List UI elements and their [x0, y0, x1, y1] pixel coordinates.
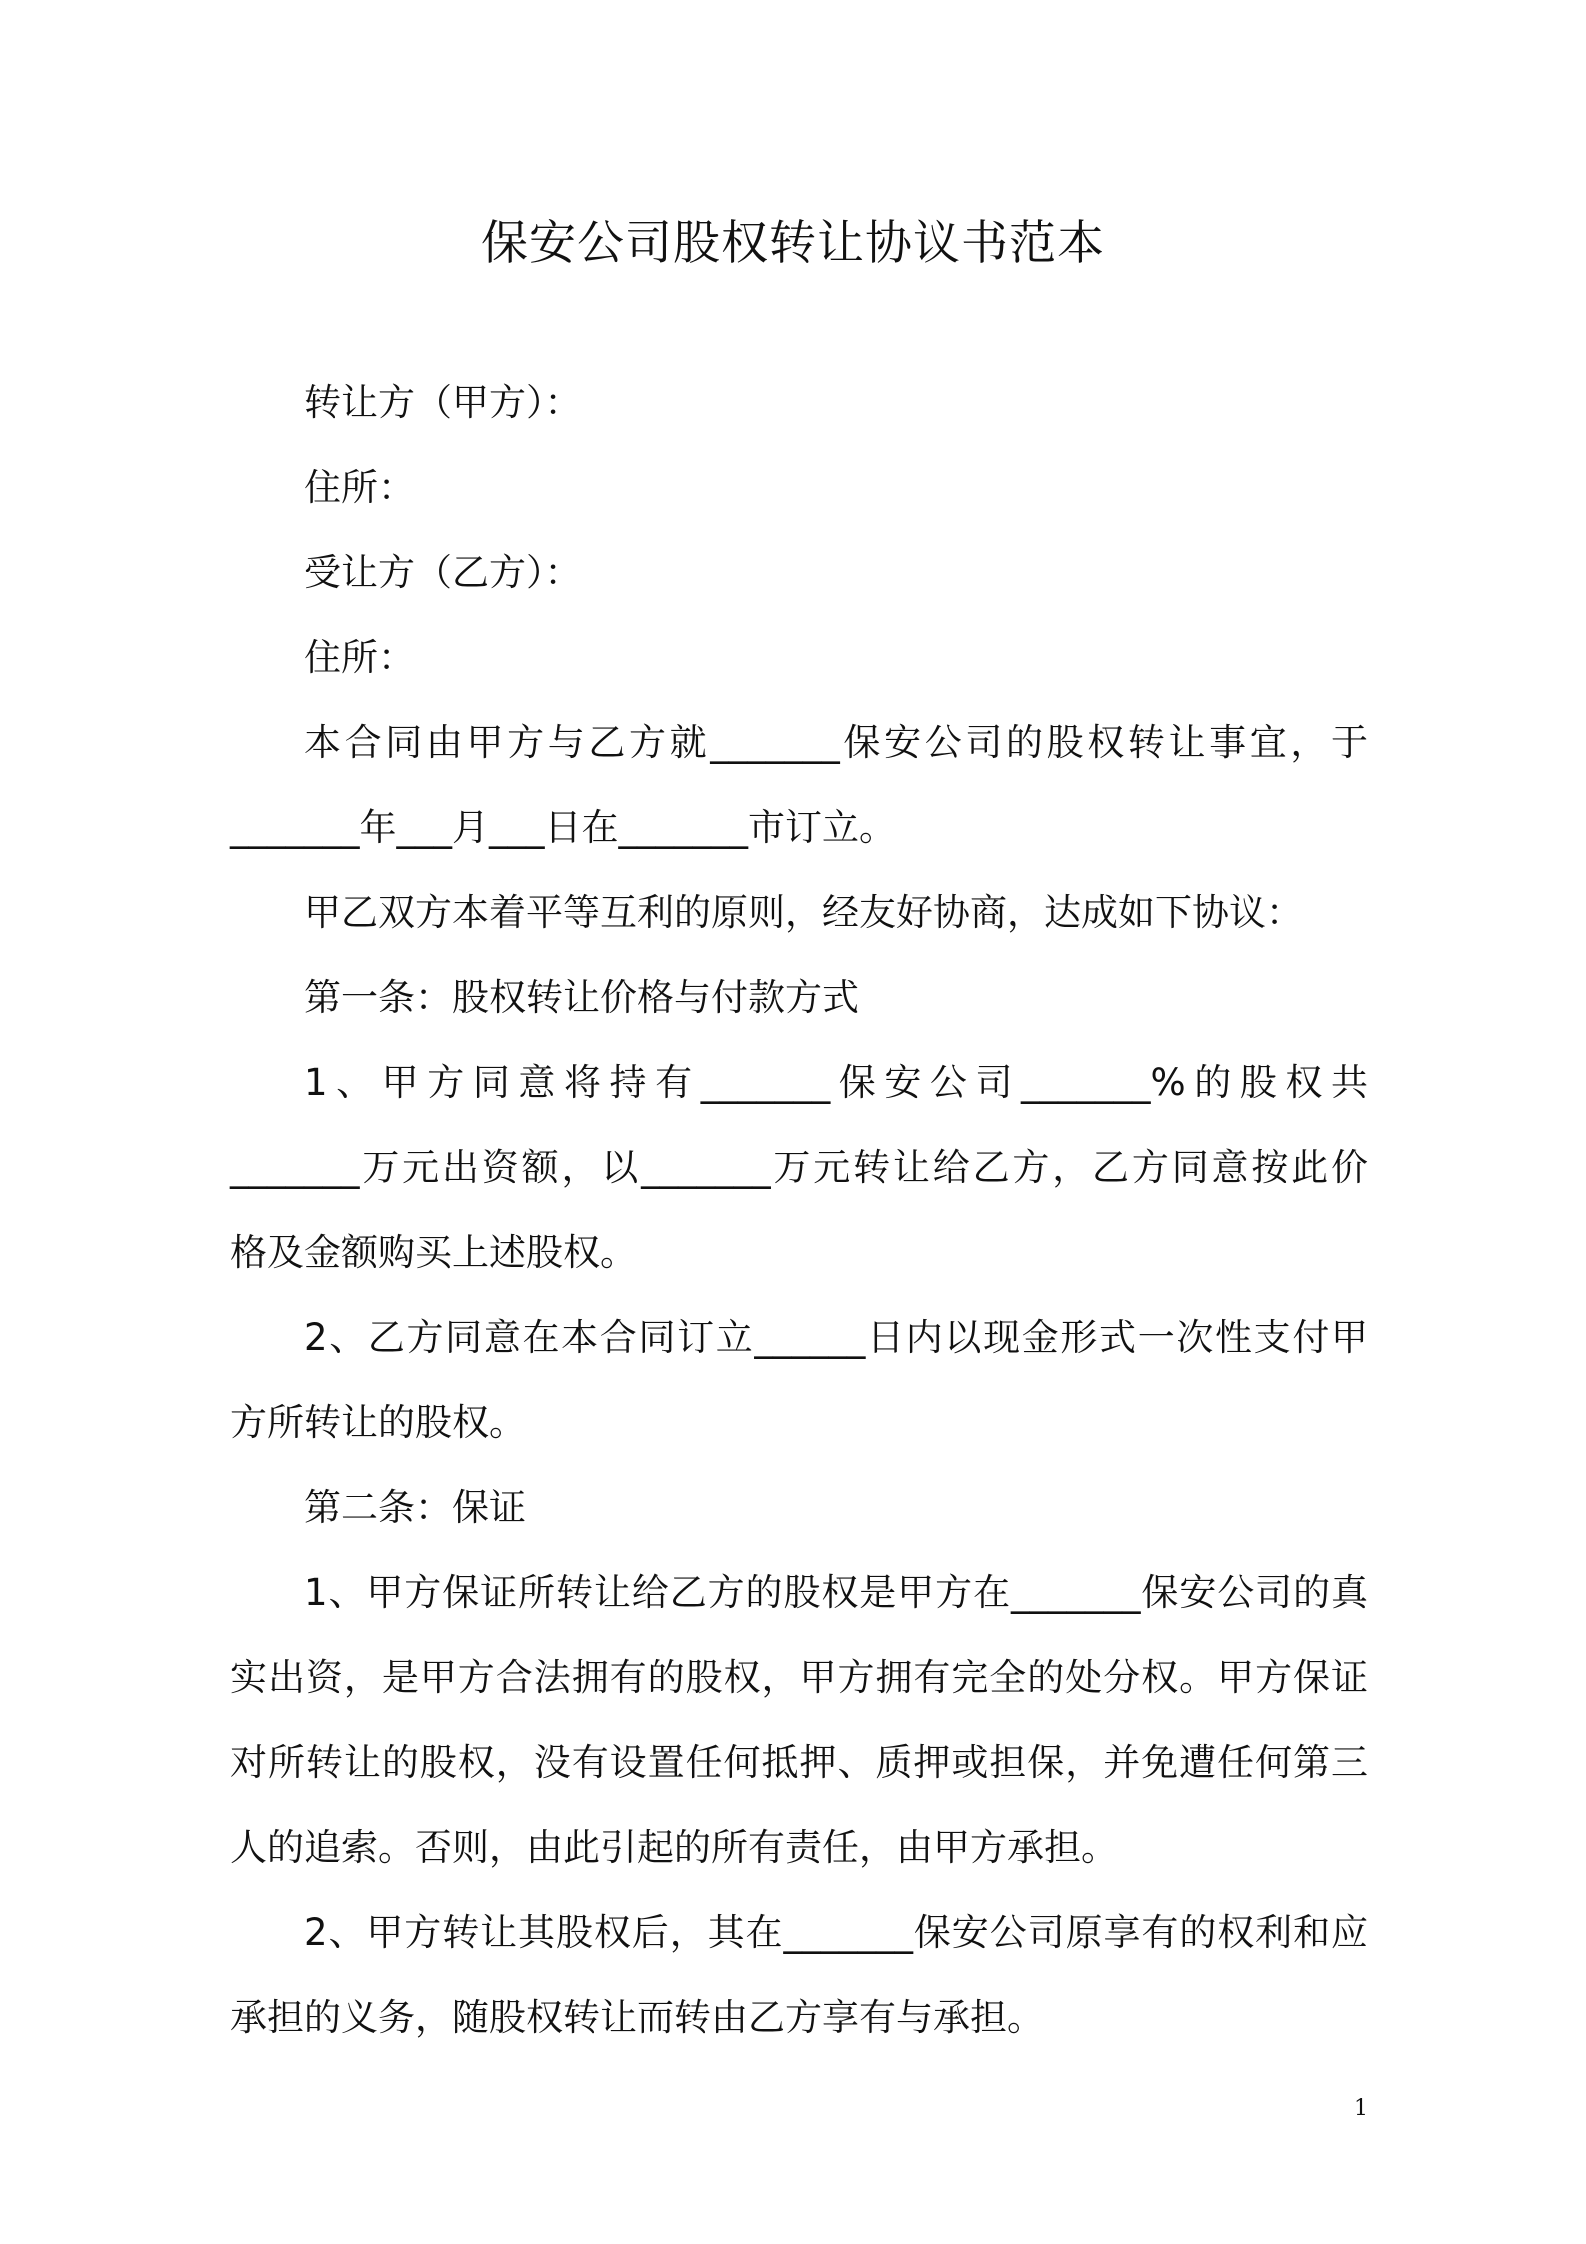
contract-date-line: _______年___月___日在_______市订立。 — [230, 806, 896, 849]
article-two-item-one-line-four: 人的追索。否则，由此引起的所有责任，由甲方承担。 — [230, 1826, 1118, 1869]
article-two-item-one-line-three: 对所转让的股权，没有设置任何抵押、质押或担保，并免遭任何第三 — [230, 1741, 1368, 1784]
transferor-address-line: 住所： — [304, 466, 415, 509]
article-two-item-one-line-two: 实出资，是甲方合法拥有的股权，甲方拥有完全的处分权。甲方保证 — [230, 1656, 1368, 1699]
article-one-item-two-line-two: 方所转让的股权。 — [230, 1401, 526, 1444]
agreement-principle-line: 甲乙双方本着平等互利的原则，经友好协商，达成如下协议： — [304, 891, 1303, 934]
transferor-line: 转让方（甲方）： — [304, 381, 582, 424]
page-number: 1 — [1354, 2096, 1368, 2121]
document-body — [230, 360, 1368, 2060]
document-title: 保安公司股权转让协议书范本 — [481, 216, 1105, 271]
contract-intro-line: 本合同由甲方与乙方就_______保安公司的股权转让事宜，于 — [304, 721, 1368, 764]
article-two-item-two-line-two: 承担的义务，随股权转让而转由乙方享有与承担。 — [230, 1996, 1044, 2039]
article-one-item-one-line-one: 1、甲方同意将持有_______保安公司_______%的股权共 — [304, 1061, 1368, 1104]
transferee-address-line: 住所： — [304, 636, 415, 679]
article-two-heading: 第二条：保证 — [304, 1486, 526, 1529]
article-two-item-two-line-one: 2、甲方转让其股权后，其在_______保安公司原享有的权利和应 — [304, 1911, 1368, 1954]
article-one-heading: 第一条：股权转让价格与付款方式 — [304, 976, 859, 1019]
article-one-item-two-line-one: 2、乙方同意在本合同订立______日内以现金形式一次性支付甲 — [304, 1316, 1368, 1359]
article-one-item-one-line-three: 格及金额购买上述股权。 — [230, 1231, 637, 1274]
transferee-line: 受让方（乙方）： — [304, 551, 582, 594]
article-one-item-one-line-two: _______万元出资额，以_______万元转让给乙方，乙方同意按此价 — [230, 1146, 1368, 1189]
article-two-item-one-line-one: 1、甲方保证所转让给乙方的股权是甲方在_______保安公司的真 — [304, 1571, 1368, 1614]
